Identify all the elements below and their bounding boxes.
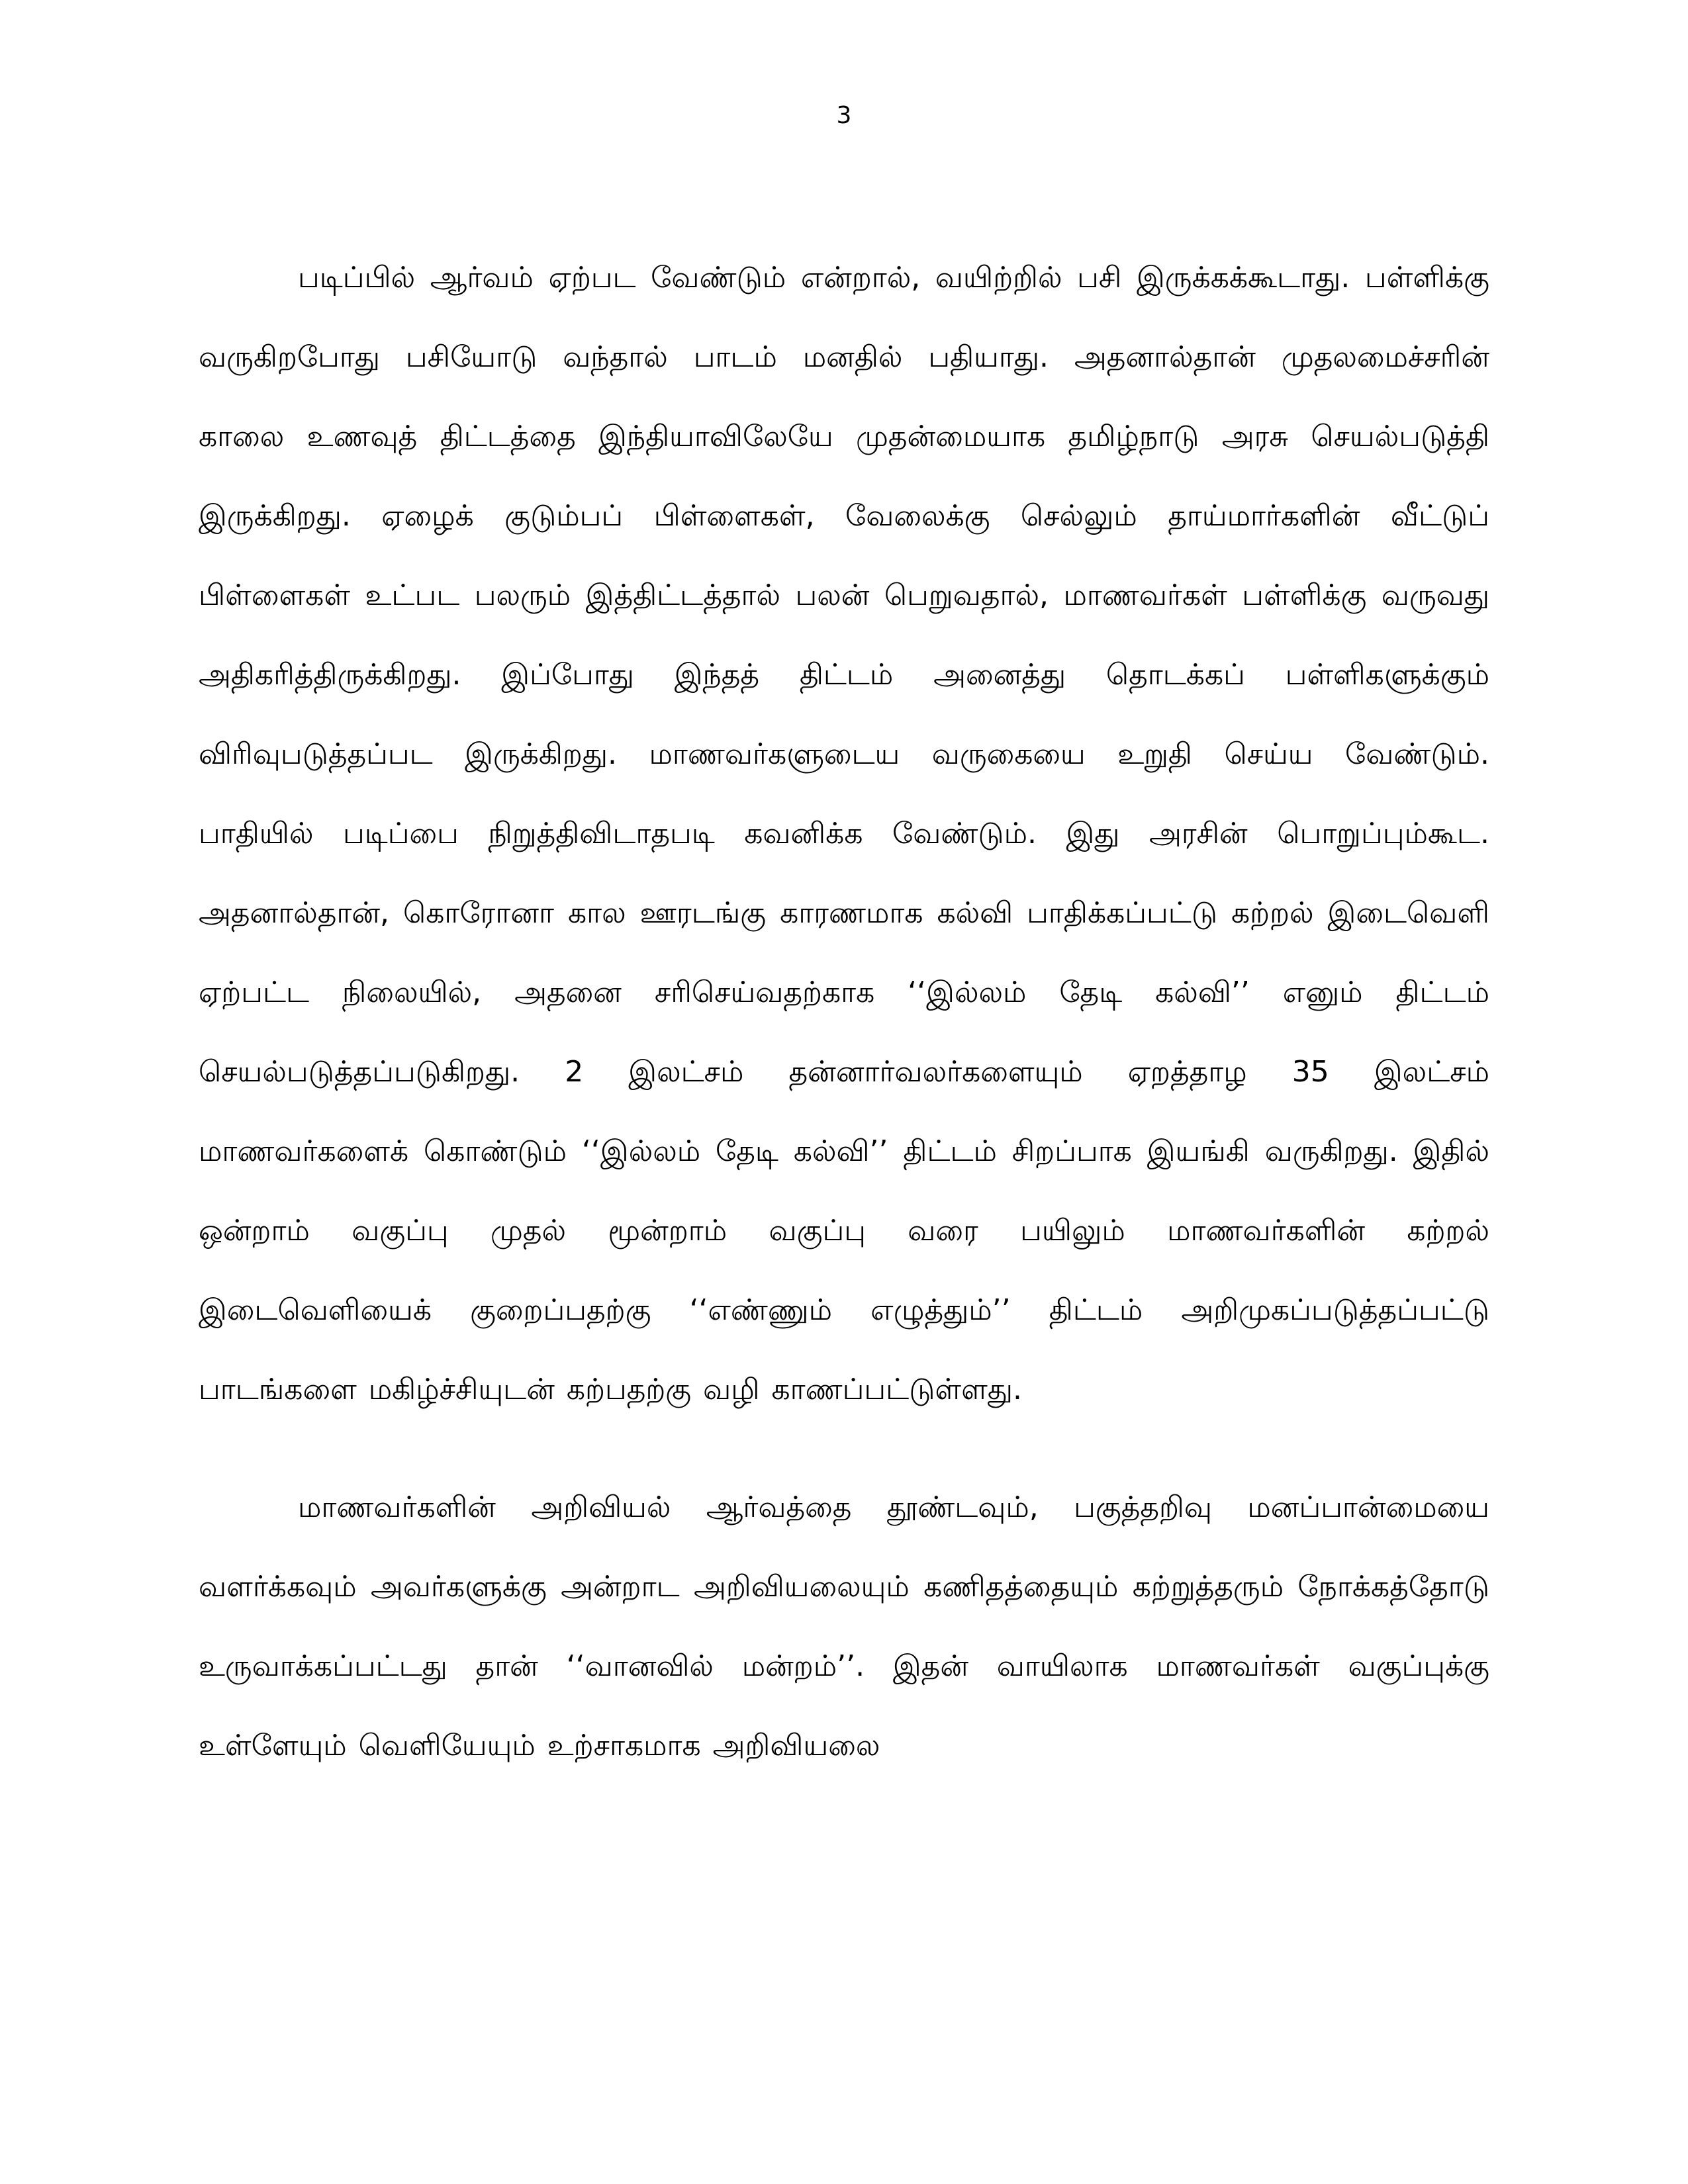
paragraph-vaanavil-mandram: மாணவர்களின் அறிவியல் ஆர்வத்தை தூண்டவும், பகுத்தறிவு மனப்பான்மையை வளர்க்கவும் அவர்களுக்கு அன்றாட அறிவியலையும் கணிதத்தையும் கற்றுத்தரும் நோக்கத்தோடு உருவாக்கப்பட்டது தான் ‘‘வானவில் மன்றம்’’. இதன் வாயிலாக மாணவர்கள் வகுப்புக்கு உள்ளேயும் வெளியேயும் உற்சாகமாக அறிவியலை [199,1490,1490,1762]
paragraph-breakfast-scheme: படிப்பில் ஆர்வம் ஏற்பட வேண்டும் என்றால், வயிற்றில் பசி இருக்கக்கூடாது. பள்ளிக்கு வருகிறபோது பசியோடு வந்தால் பாடம் மனதில் பதியாது. அதனால்தான் முதலமைச்சரின் காலை உணவுத் திட்டத்தை இந்தியாவிலேயே முதன்மையாக தமிழ்நாடு அரசு செயல்படுத்தி இருக்கிறது. ஏழைக் குடும்பப் பிள்ளைகள், வேலைக்கு செல்லும் தாய்மார்களின் வீட்டுப் பிள்ளைகள் உட்பட பலரும் இத்திட்டத்தால் பலன் பெறுவதால், மாணவர்கள் பள்ளிக்கு வருவது அதிகரித்திருக்கிறது. இப்போது இந்தத் திட்டம் அனைத்து தொடக்கப் பள்ளிகளுக்கும் விரிவுபடுத்தப்பட இருக்கிறது. மாணவர்களுடைய வருகையை உறுதி செய்ய வேண்டும். பாதியில் படிப்பை நிறுத்திவிடாதபடி கவனிக்க வேண்டும். இது அரசின் பொறுப்பும்கூட. அதனால்தான், கொரோனா கால ஊரடங்கு காரணமாக கல்வி பாதிக்கப்பட்டு கற்றல் இடைவெளி ஏற்பட்ட நிலையில், அதனை சரிசெய்வதற்காக ‘‘இல்லம் தேடி கல்வி’’ எனும் திட்டம் செயல்படுத்தப்படுகிறது. 2 இலட்சம் தன்னார்வலர்களையும் ஏறத்தாழ 35 இலட்சம் மாணவர்களைக் கொண்டும் ‘‘இல்லம் தேடி கல்வி’’ திட்டம் சிறப்பாக இயங்கி வருகிறது. இதில் ஒன்றாம் வகுப்பு முதல் மூன்றாம் வகுப்பு வரை பயிலும் மாணவர்களின் கற்றல் இடைவெளியைக் குறைப்பதற்கு ‘‘எண்ணும் எழுத்தும்’’ திட்டம் அறிமுகப்படுத்தப்பட்டு பாடங்களை மகிழ்ச்சியுடன் கற்பதற்கு வழி காணப்பட்டுள்ளது. [199,261,1489,1406]
document-body [199,238,1489,1786]
page-number: 3 [836,102,852,129]
